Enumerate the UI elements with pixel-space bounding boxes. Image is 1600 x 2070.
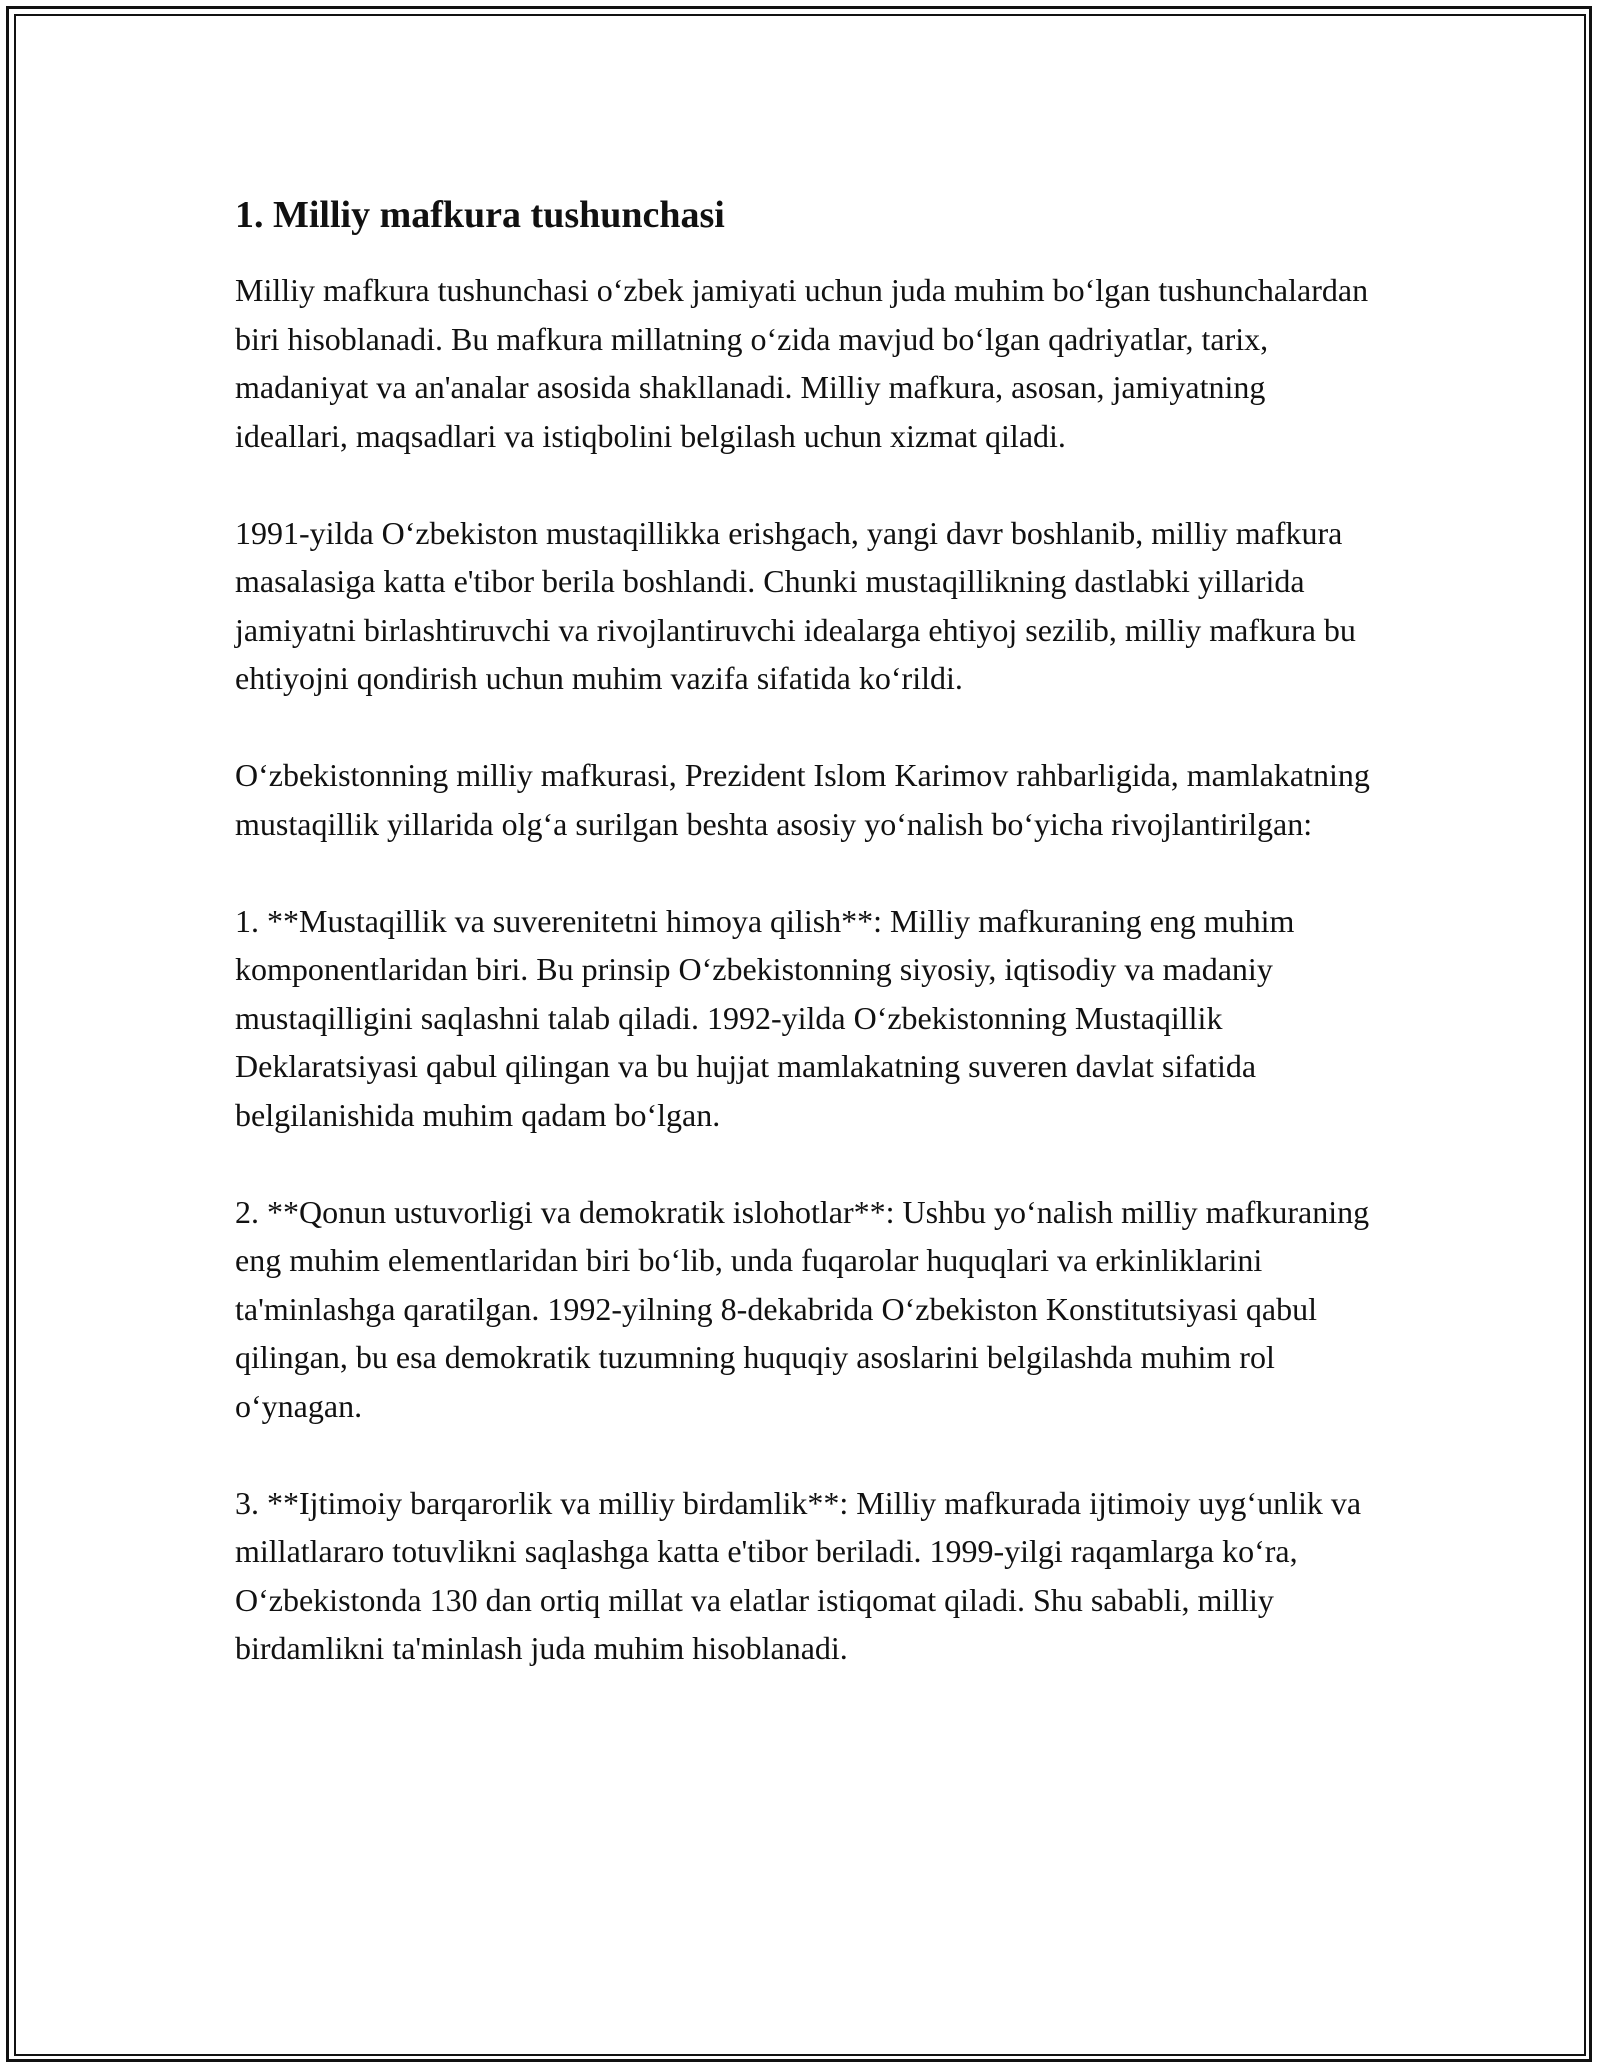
document-body (235, 190, 1375, 1721)
paragraph-intro: Milliy mafkura tushunchasi o‘zbek jamiyati uchun juda muhim bo‘lgan tushunchalardan biri hisoblanadi. Bu mafkura millatning o‘zida mavjud bo‘lgan qadriyatlar, tarix, madaniyat va an'analar asosida shakllanadi. Milliy mafkura, asosan, jamiyatning ideallari, maqsadlari va istiqbolini belgilash uchun xizmat qiladi. (235, 272, 1369, 454)
list-item-sovereignty: 1. **Mustaqillik va suverenitetni himoya qilish**: Milliy mafkuraning eng muhim komponentlaridan biri. Bu prinsip O‘zbekistonning siyosiy, iqtisodiy va madaniy mustaqilligini saqlashni talab qiladi. 1992-yilda O‘zbekistonning Mustaqillik Deklaratsiyasi qabul qilingan va bu hujjat mamlakatning suveren davlat sifatida belgilanishida muhim qadam bo‘lgan. (235, 902, 1295, 1133)
list-item-rule-of-law: 2. **Qonun ustuvorligi va demokratik islohotlar**: Ushbu yo‘nalish milliy mafkuraning eng muhim elementlaridan biri bo‘lib, unda fuqarolar huquqlari va erkinliklarini ta'minlashga qaratilgan. 1992-yilning 8-dekabrida O‘zbekiston Konstitutsiyasi qabul qilingan, bu esa demokratik tuzumning huquqiy asoslarini belgilashda muhim rol o‘ynagan. (235, 1193, 1370, 1424)
list-item-social-stability: 3. **Ijtimoiy barqarorlik va milliy birdamlik**: Milliy mafkurada ijtimoiy uyg‘unlik va millatlararo totuvlikni saqlashga katta e'tibor beriladi. 1999-yilgi raqamlarga ko‘ra, O‘zbekistonda 130 dan ortiq millat va elatlar istiqomat qiladi. Shu sababli, milliy birdamlikni ta'minlash juda muhim hisoblanadi. (235, 1484, 1362, 1666)
section-heading: 1. Milliy mafkura tushunchasi (235, 194, 725, 236)
paragraph-directions: O‘zbekistonning milliy mafkurasi, Prezident Islom Karimov rahbarligida, mamlakatning mustaqillik yillarida olg‘a surilgan beshta asosiy yo‘nalish bo‘yicha rivojlantirilgan: (235, 757, 1370, 842)
paragraph-independence: 1991-yilda O‘zbekiston mustaqillikka erishgach, yangi davr boshlanib, milliy mafkura masalasiga katta e'tibor berila boshlandi. Chunki mustaqillikning dastlabki yillarida jamiyatni birlashtiruvchi va rivojlantiruvchi idealarga ehtiyoj sezilib, milliy mafkura bu ehtiyojni qondirish uchun muhim vazifa sifatida ko‘rildi. (235, 514, 1356, 696)
